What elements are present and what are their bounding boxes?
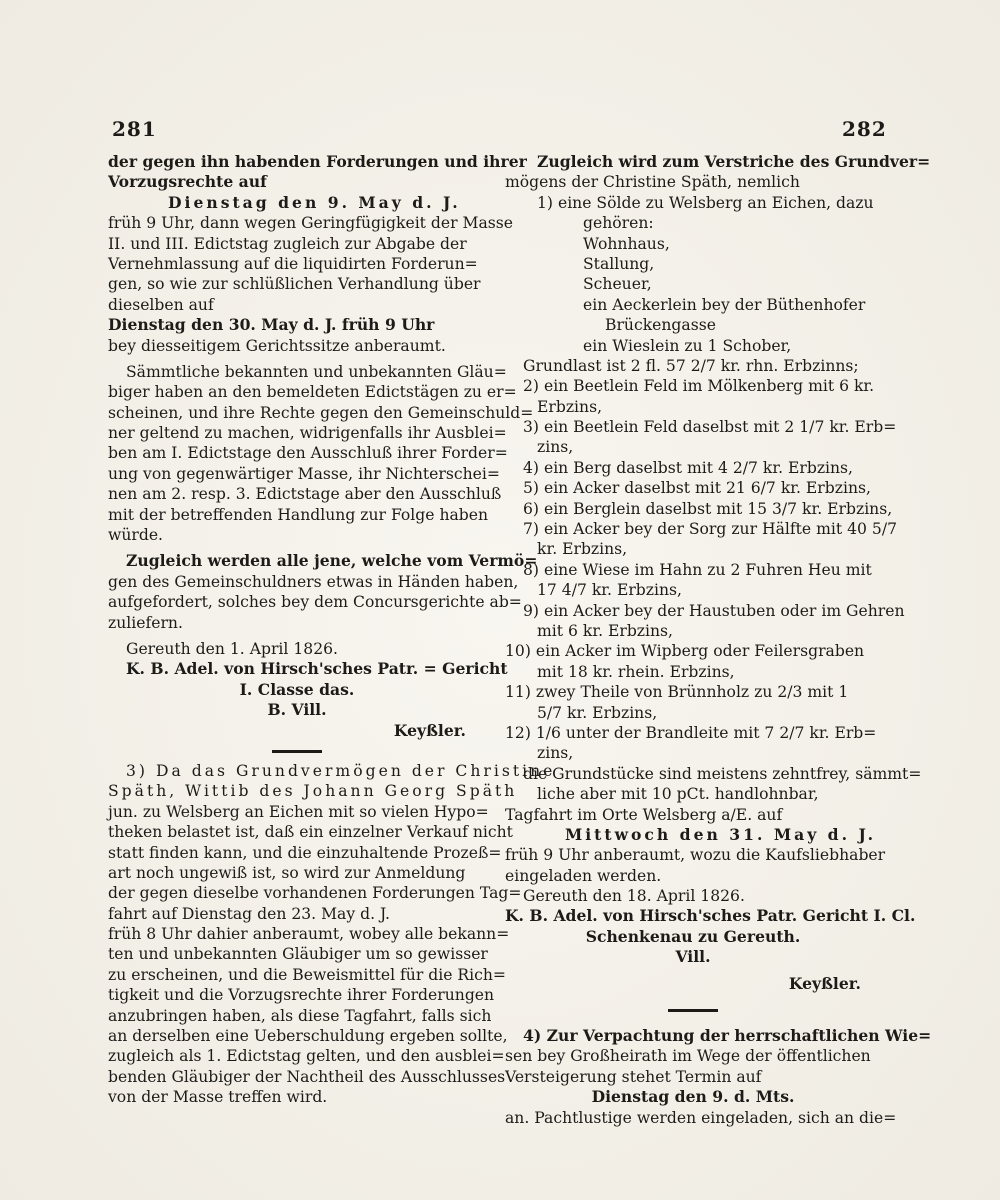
- text-line: der gegen ihn habenden Forderungen und ihrer: [108, 152, 527, 171]
- page-number-right: 282: [842, 117, 887, 141]
- text-line: zins,: [537, 744, 574, 763]
- text-line: Zugleich wird zum Verstriche des Grundver=: [537, 152, 931, 171]
- text-line: zu erscheinen, und die Beweismittel für die Rich=: [108, 965, 506, 984]
- text-line: ten und unbekannten Gläubiger um so gewisser: [108, 945, 488, 964]
- text-line: 8) eine Wiese im Hahn zu 2 Fuhren Heu mit: [523, 560, 872, 579]
- text-line: würde.: [108, 526, 164, 545]
- text-line: der gegen dieselbe vorhandenen Forderungen Tag=: [108, 884, 522, 903]
- text-line: biger haben an den bemeldeten Edictstägen zu er=: [108, 383, 517, 402]
- signature-line: Keyßler.: [393, 720, 466, 740]
- text-line: scheinen, und ihre Rechte gegen den Gemeinschuld=: [108, 403, 534, 422]
- signature-line: Keyßler.: [788, 973, 861, 993]
- text-line: jun. zu Welsberg an Eichen mit so vielen Hypo=: [108, 802, 489, 821]
- text-line: 3) Da das Grundvermögen der Christine: [126, 761, 556, 780]
- text-line: 5) ein Acker daselbst mit 21 6/7 kr. Erbzins,: [523, 479, 871, 498]
- section-divider: [108, 741, 486, 761]
- text-line: an. Pachtlustige werden eingeladen, sich an die=: [505, 1108, 897, 1127]
- text-line: theken belastet ist, daß ein einzelner Verkauf nicht: [108, 823, 513, 842]
- text-line: 11) zwey Theile von Brünnholz zu 2/3 mit 1: [505, 683, 849, 702]
- text-line: 4) ein Berg daselbst mit 4 2/7 kr. Erbzins,: [523, 458, 854, 477]
- page-number-left: 281: [112, 117, 157, 141]
- text-line: Gereuth den 18. April 1826.: [523, 887, 745, 906]
- text-line: zins,: [537, 438, 574, 457]
- text-line: 12) 1/6 unter der Brandleite mit 7 2/7 kr. Erb=: [505, 723, 877, 742]
- text-line: 1) eine Sölde zu Welsberg an Eichen, dazu: [537, 193, 874, 212]
- text-line: 4) Zur Verpachtung der herrschaftlichen Wie=: [523, 1026, 932, 1046]
- text-line: gen, so wie zur schlüßlichen Verhandlung über: [108, 275, 481, 294]
- text-line: anzubringen haben, als diese Tagfahrt, falls sich: [108, 1006, 492, 1025]
- text-line: I. Classe das.: [239, 679, 355, 699]
- text-line: 17 4/7 kr. Erbzins,: [537, 581, 682, 600]
- right-column: [505, 152, 932, 1128]
- text-line: aufgefordert, solches bey dem Concursgerichte ab=: [108, 593, 522, 612]
- text-line: 2) ein Beetlein Feld im Mölkenberg mit 6 kr.: [523, 377, 875, 396]
- text-line: ein Aeckerlein bey der Büthenhofer: [583, 295, 866, 314]
- text-line: an derselben eine Ueberschuldung ergeben sollte,: [108, 1027, 508, 1046]
- text-line: fahrt auf Dienstag den 23. May d. J.: [108, 904, 391, 923]
- text-line: sen bey Großheirath im Wege der öffentlichen: [505, 1047, 871, 1066]
- text-line: K. B. Adel. von Hirsch'sches Patr. Gericht I. Cl.: [505, 906, 916, 926]
- text-line: art noch ungewiß ist, so wird zur Anmeldung: [108, 863, 466, 882]
- text-line: Gereuth den 1. April 1826.: [126, 639, 338, 658]
- text-line: ung von gegenwärtiger Masse, ihr Nichterschei=: [108, 464, 500, 483]
- text-line: Späth, Wittib des Johann Georg Späth: [108, 782, 518, 801]
- text-line: Vorzugsrechte auf: [108, 172, 267, 192]
- text-line: Versteigerung stehet Termin auf: [505, 1067, 762, 1086]
- text-line: zuliefern.: [108, 613, 183, 632]
- text-line: II. und III. Edictstag zugleich zur Abgabe der: [108, 234, 467, 253]
- text-line: Zugleich werden alle jene, welche vom Vermö=: [126, 551, 538, 571]
- text-line: Tagfahrt im Orte Welsberg a/E. auf: [505, 805, 783, 824]
- text-line: 7) ein Acker bey der Sorg zur Hälfte mit 40 5/7: [523, 520, 897, 539]
- text-line: 5/7 kr. Erbzins,: [537, 703, 658, 722]
- text-line: bey diesseitigem Gerichtssitze anberaumt.: [108, 336, 446, 355]
- text-line: zugleich als 1. Edictstag gelten, und den ausblei=: [108, 1047, 505, 1066]
- text-line: tigkeit und die Vorzugsrechte ihrer Forderungen: [108, 986, 495, 1005]
- text-line: mit 6 kr. Erbzins,: [537, 621, 674, 640]
- text-line: Stallung,: [583, 254, 655, 273]
- text-line: von der Masse treffen wird.: [108, 1088, 328, 1107]
- text-line: liche aber mit 10 pCt. handlohnbar,: [537, 785, 819, 804]
- text-line: Mittwoch den 31. May d. J.: [565, 824, 877, 844]
- text-line: Dienstag den 9. May d. J.: [168, 192, 461, 212]
- text-line: gehören:: [583, 214, 654, 233]
- text-line: Wohnhaus,: [583, 234, 670, 253]
- text-line: Vernehmlassung auf die liquidirten Forderun=: [108, 254, 478, 273]
- text-line: Dienstag den 9. d. Mts.: [591, 1087, 795, 1107]
- text-line: kr. Erbzins,: [537, 540, 628, 559]
- text-line: 3) ein Beetlein Feld daselbst mit 2 1/7 kr. Erb=: [523, 418, 897, 437]
- text-line: Dienstag den 30. May d. J. früh 9 Uhr: [108, 315, 435, 335]
- text-line: B. Vill.: [267, 700, 327, 720]
- text-line: nen am 2. resp. 3. Edictstage aber den Ausschluß: [108, 485, 502, 504]
- text-line: Vill.: [675, 947, 711, 967]
- text-line: dieselben auf: [108, 295, 214, 314]
- text-line: 9) ein Acker bey der Haustuben oder im Gehren: [523, 601, 905, 620]
- text-line: ben am I. Edictstage den Ausschluß ihrer Forder=: [108, 444, 508, 463]
- text-line: 10) ein Acker im Wipberg oder Feilersgraben: [505, 642, 865, 661]
- text-line: Schenkenau zu Gereuth.: [585, 926, 801, 946]
- text-line: ner geltend zu machen, widrigenfalls ihr Ausblei=: [108, 424, 507, 443]
- text-line: Erbzins,: [537, 397, 603, 416]
- text-line: Scheuer,: [583, 275, 652, 294]
- text-line: benden Gläubiger der Nachtheil des Ausschlusses: [108, 1067, 506, 1086]
- text-line: eingeladen werden.: [505, 866, 662, 885]
- text-line: früh 9 Uhr, dann wegen Geringfügigkeit der Masse: [108, 214, 514, 233]
- text-line: die Grundstücke sind meistens zehntfrey, sämmt=: [523, 764, 922, 783]
- text-line: Grundlast ist 2 fl. 57 2/7 kr. rhn. Erbzinns;: [523, 356, 859, 375]
- text-line: statt finden kann, und die einzuhaltende Prozeß=: [108, 843, 502, 862]
- text-line: Sämmtliche bekannten und unbekannten Gläu=: [126, 362, 507, 381]
- text-line: gen des Gemeinschuldners etwas in Händen haben,: [108, 572, 519, 591]
- text-line: früh 9 Uhr anberaumt, wozu die Kaufsliebhaber: [505, 846, 886, 865]
- text-line: früh 8 Uhr dahier anberaumt, wobey alle bekann=: [108, 925, 510, 944]
- text-line: ein Wieslein zu 1 Schober,: [583, 336, 792, 355]
- text-line: K. B. Adel. von Hirsch'sches Patr. = Gericht: [126, 659, 508, 679]
- text-line: mögens der Christine Späth, nemlich: [505, 173, 800, 192]
- text-line: 6) ein Berglein daselbst mit 15 3/7 kr. Erbzins,: [523, 499, 893, 518]
- text-line: Brückengasse: [605, 316, 716, 335]
- text-line: mit 18 kr. rhein. Erbzins,: [537, 662, 735, 681]
- section-divider: [505, 1000, 881, 1020]
- text-line: mit der betreffenden Handlung zur Folge haben: [108, 505, 489, 524]
